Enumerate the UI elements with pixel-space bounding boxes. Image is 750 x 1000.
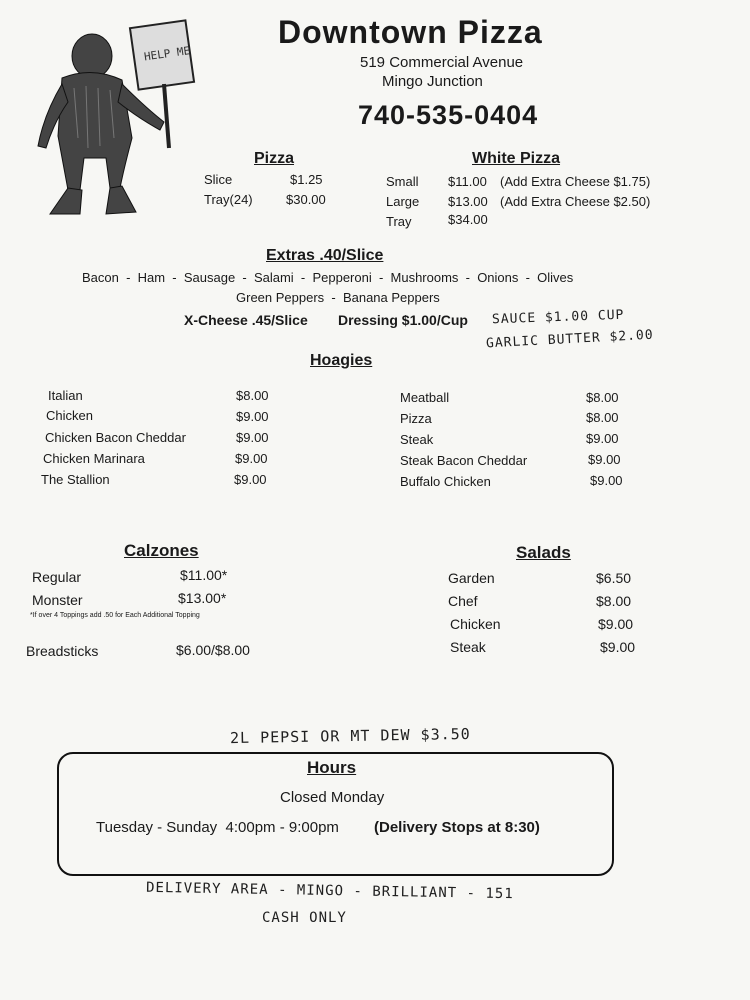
sauce-price-handwritten: SAUCE $1.00 CUP [491,307,625,328]
hoagie-item-price: $9.00 [236,409,269,424]
hoagie-item-name: Chicken Bacon Cheddar [45,430,186,445]
salad-item-name: Garden [448,570,495,586]
hoagie-item-name: Chicken Marinara [43,451,145,466]
hoagie-item-price: $9.00 [236,430,269,445]
salad-item-price: $8.00 [596,593,632,609]
salad-item-name: Chicken [450,616,501,632]
calzones-heading: Calzones [124,541,199,560]
dressing-price: Dressing $1.00/Cup [338,312,468,328]
pizza-item-name: Slice [204,172,233,187]
calzone-item-name: Monster [32,592,83,608]
restaurant-name: Downtown Pizza [278,14,543,50]
hoagie-item-price: $8.00 [586,390,619,405]
calzone-item-price: $13.00* [178,590,227,606]
white-pizza-heading: White Pizza [472,150,561,167]
hoagie-item-price: $9.00 [588,452,621,467]
hoagies-heading: Hoagies [310,352,373,369]
phone-number[interactable]: 740-535-0404 [358,100,539,130]
garlic-butter-price-handwritten: GARLIC BUTTER $2.00 [485,327,654,352]
drinks-handwritten-note: 2L PEPSI OR MT DEW $3.50 [229,724,471,748]
white-pizza-item-note: (Add Extra Cheese $2.50) [500,194,651,209]
breadsticks-name: Breadsticks [26,643,99,659]
calzone-topping-footnote: *If over 4 Toppings add .50 for Each Additional Topping [30,612,200,619]
extra-cheese-price: X-Cheese .45/Slice [184,312,308,328]
extras-heading: Extras .40/Slice [266,247,384,264]
white-pizza-item-price: $13.00 [448,194,488,209]
hoagie-item-price: $9.00 [235,451,268,466]
hoagie-item-price: $9.00 [586,431,619,446]
pizza-item-price: $30.00 [286,192,326,207]
cash-only-handwritten: CASH ONLY [262,910,347,926]
white-pizza-item-name: Tray [386,214,412,229]
white-pizza-item-name: Large [386,194,420,209]
hoagie-item-price: $8.00 [586,410,619,425]
breadsticks-price: $6.00/$8.00 [176,642,250,658]
calzone-item-name: Regular [32,569,82,585]
sign-board [130,20,194,148]
white-pizza-item-note: (Add Extra Cheese $1.75) [500,174,651,189]
salad-item-price: $9.00 [600,639,636,655]
pizza-heading: Pizza [254,150,295,167]
address-line-2: Mingo Junction [382,73,483,90]
extras-toppings-line-2: Green Peppers - Banana Peppers [236,290,440,305]
hoagie-item-name: Italian [48,388,83,403]
hoagie-item-name: Pizza [400,411,432,426]
white-pizza-item-name: Small [386,174,419,189]
delivery-stop-time: (Delivery Stops at 8:30) [374,819,540,836]
hoagie-item-price: $9.00 [234,472,267,487]
hours-heading: Hours [307,758,357,777]
delivery-area-handwritten: DELIVERY AREA - MINGO - BRILLIANT - 151 [145,879,514,903]
hoagie-item-name: Chicken [46,408,93,423]
hoagie-item-name: Meatball [400,390,450,405]
salad-item-price: $9.00 [598,616,634,632]
salad-item-price: $6.50 [596,570,632,586]
extras-toppings-line-1: Bacon - Ham - Sausage - Salami - Pepperoni - Mushrooms - Onions - Olives [82,270,574,285]
pizza-item-price: $1.25 [290,172,323,187]
white-pizza-item-price: $11.00 [448,174,487,189]
address-line-1: 519 Commercial Avenue [360,54,524,71]
salad-item-name: Steak [450,639,486,655]
hours-closed-day: Closed Monday [280,789,385,806]
hoagie-item-price: $9.00 [590,473,623,488]
hours-open-times: Tuesday - Sunday 4:00pm - 9:00pm [96,819,339,836]
pizza-item-name: Tray(24) [204,192,253,207]
calzone-item-price: $11.00* [180,567,228,583]
hoagie-item-name: Buffalo Chicken [400,474,491,489]
hoagie-item-name: Steak Bacon Cheddar [400,453,528,468]
sign-text: HELP ME [143,44,191,64]
hoagie-item-price: $8.00 [236,388,269,403]
white-pizza-item-price: $34.00 [448,212,488,227]
salad-item-name: Chef [448,593,478,609]
hoagie-item-name: The Stallion [41,472,110,487]
bigfoot-mascot-illustration [14,18,204,223]
hoagie-item-name: Steak [400,432,434,447]
salads-heading: Salads [516,543,571,562]
